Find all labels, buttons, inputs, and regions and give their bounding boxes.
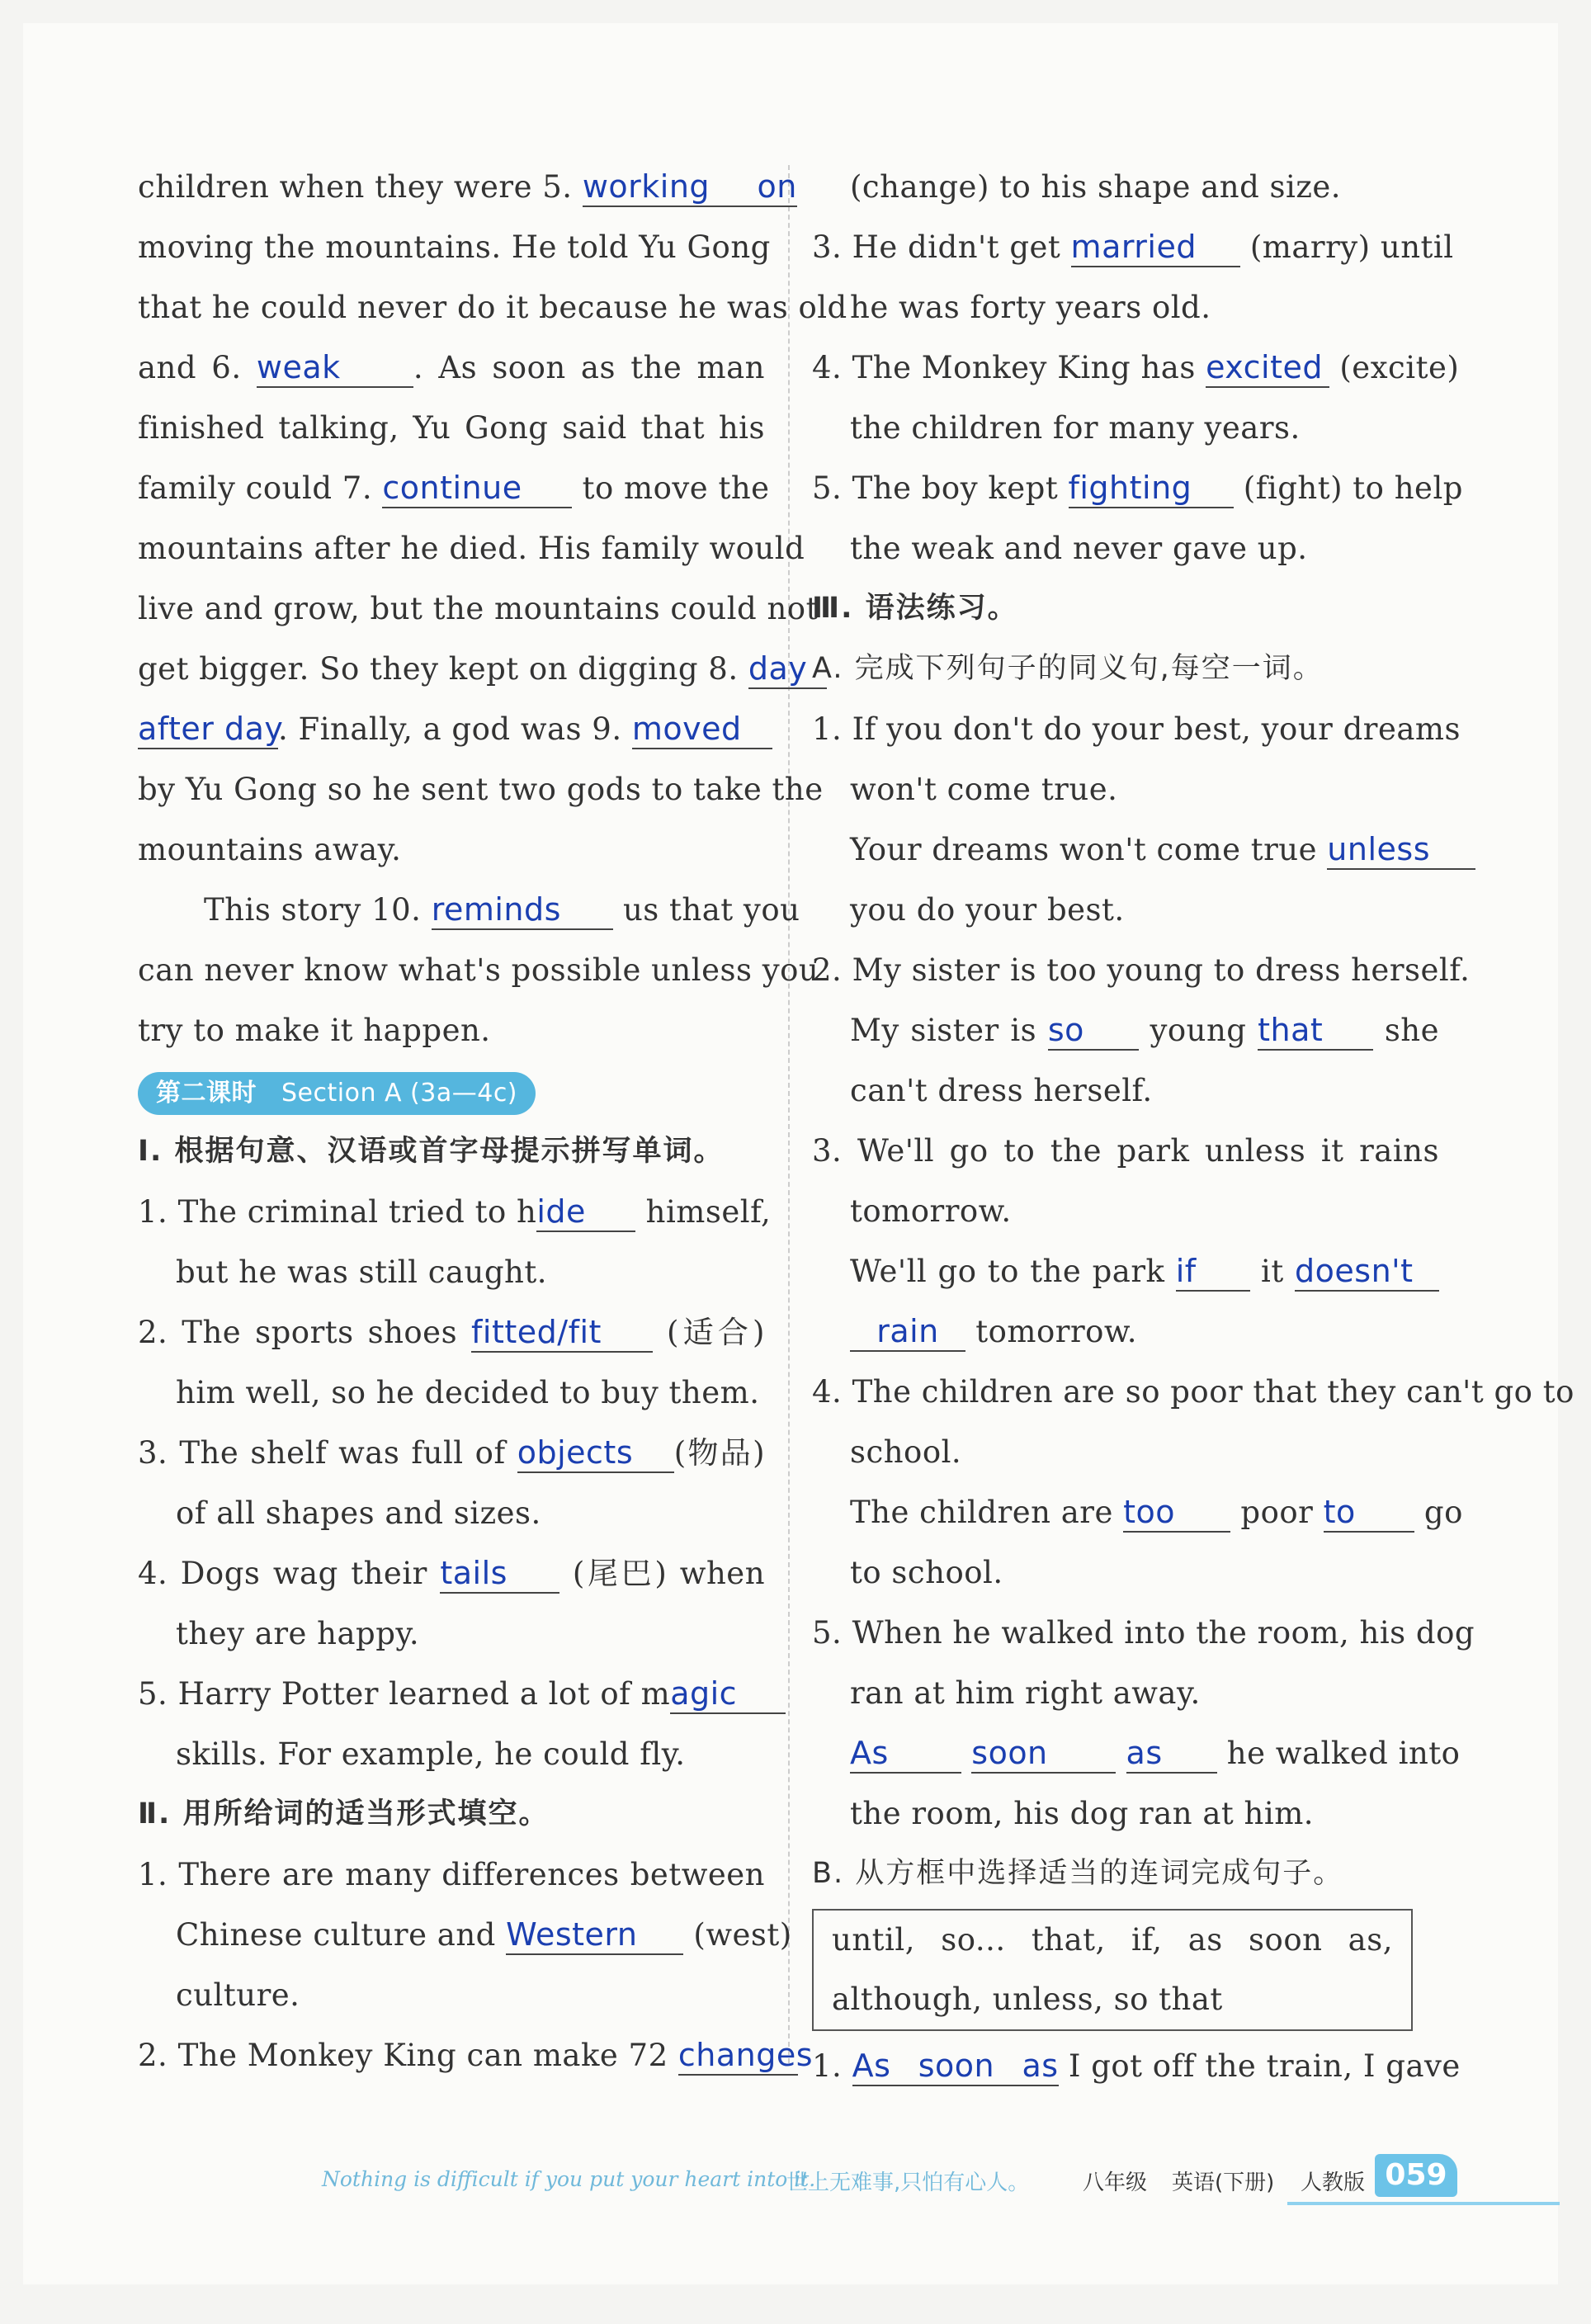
- passage-line: This story 10. reminds us that you: [138, 880, 765, 940]
- word-box-line: until, so... that, if, as soon as,: [832, 1922, 1393, 1958]
- answer-blank-a2-2: that: [1258, 1011, 1373, 1051]
- passage-line: and 6. weak . As soon as the man: [138, 338, 765, 398]
- passage-line: finished talking, Yu Gong said that his: [138, 410, 765, 446]
- answer-blank-p2q3: married: [1071, 228, 1240, 267]
- question-line: 1. As soon as I got off the train, I gave: [812, 2036, 1439, 2096]
- answer-blank-a3-1: if: [1176, 1252, 1250, 1292]
- answer-blank-p2q2: changes: [678, 2036, 798, 2076]
- answer-blank-8a: day: [748, 649, 827, 689]
- answer-blank-10: reminds: [432, 890, 613, 930]
- footer-rule: [1287, 2202, 1560, 2205]
- answer-blank-6: weak: [257, 348, 413, 388]
- question-line: (change) to his shape and size.: [850, 169, 1341, 205]
- question-line: school.: [850, 1434, 962, 1470]
- question-line: Your dreams won't come true unless: [812, 820, 1439, 880]
- part3-heading: Ⅲ. 语法练习。: [812, 592, 1018, 625]
- question-line: won't come true.: [850, 772, 1118, 807]
- question-line: you do your best.: [850, 892, 1125, 928]
- question-line: the children for many years.: [850, 410, 1301, 446]
- question-line: 3. We'll go to the park unless it rains: [812, 1133, 1439, 1169]
- answer-blank-p1q1: ide: [536, 1193, 635, 1232]
- question-line: 4. Dogs wag their tails (尾巴) when: [138, 1543, 765, 1604]
- answer-blank-9: moved: [632, 710, 772, 749]
- answer-blank-a4-1: too: [1123, 1493, 1230, 1533]
- footer-grade: 八年级: [1083, 2170, 1148, 2195]
- question-line: 4. The children are so poor that they can't go to: [812, 1374, 1574, 1410]
- question-line: of all shapes and sizes.: [176, 1495, 541, 1531]
- question-line: they are happy.: [176, 1616, 420, 1651]
- answer-blank-a3-3: rain: [850, 1312, 965, 1352]
- question-line: 2. The sports shoes fitted/fit (适合): [138, 1302, 765, 1363]
- question-line: tomorrow.: [850, 1193, 1012, 1229]
- answer-blank-a2-1: so: [1048, 1011, 1139, 1051]
- passage-line: that he could never do it because he was old: [138, 290, 847, 325]
- question-line: culture.: [176, 1977, 300, 2013]
- question-line: 3. He didn't get married (marry) until: [812, 217, 1439, 277]
- answer-blank-7: continue: [382, 469, 572, 508]
- question-line: 4. The Monkey King has excited (excite): [812, 338, 1439, 398]
- question-line: ran at him right away.: [850, 1675, 1201, 1711]
- question-line: 1. If you don't do your best, your dreams: [812, 711, 1461, 747]
- question-line: but he was still caught.: [176, 1254, 547, 1290]
- answer-blank-p1q5: agic: [670, 1675, 786, 1714]
- question-line: 5. Harry Potter learned a lot of magic: [138, 1664, 765, 1724]
- passage-line: by Yu Gong so he sent two gods to take the: [138, 772, 824, 807]
- question-line: the room, his dog ran at him.: [850, 1796, 1315, 1831]
- word-box-line: although, unless, so that: [832, 1982, 1223, 2017]
- question-line: 2. My sister is too young to dress herself.: [812, 952, 1471, 988]
- question-line: 1. The criminal tried to hide himself,: [138, 1182, 765, 1242]
- answer-blank-p2q5: fighting: [1069, 469, 1234, 508]
- part3-sub-a: A. 完成下列句子的同义句,每空一词。: [812, 652, 1324, 685]
- question-line: rain tomorrow.: [812, 1301, 1439, 1362]
- answer-blank-8b: after day: [138, 710, 278, 749]
- passage-line: try to make it happen.: [138, 1013, 491, 1048]
- footer-subject: 英语(下册): [1172, 2170, 1275, 2195]
- answer-blank-a4-2: to: [1324, 1493, 1414, 1533]
- part2-heading: Ⅱ. 用所给词的适当形式填空。: [138, 1797, 550, 1830]
- passage-line: get bigger. So they kept on digging 8. day: [138, 639, 765, 699]
- passage-line: mountains after he died. His family would: [138, 531, 805, 566]
- question-line: My sister is so young that she: [812, 1000, 1439, 1060]
- conjunction-word-box: [812, 1909, 1413, 2031]
- passage-line: can never know what's possible unless you: [138, 952, 819, 988]
- answer-blank-p1q2: fitted/fit: [471, 1313, 653, 1353]
- question-line: to school.: [850, 1555, 1003, 1590]
- question-line: We'll go to the park if it doesn't: [812, 1241, 1439, 1301]
- passage-line: moving the mountains. He told Yu Gong: [138, 229, 771, 265]
- lesson-banner: 第二课时 Section A (3a—4c): [138, 1072, 536, 1115]
- page-footer: [0, 2154, 1591, 2212]
- footer-motto-english: Nothing is difficult if you put your heart into it.: [322, 2167, 816, 2191]
- question-line: 2. The Monkey King can make 72 changes: [138, 2025, 765, 2085]
- passage-line: after day. Finally, a god was 9. moved: [138, 699, 765, 759]
- answer-blank-5: working on: [583, 168, 797, 207]
- answer-blank-a5-2: soon: [971, 1734, 1116, 1774]
- left-column: [138, 157, 847, 2085]
- question-line: the weak and never gave up.: [850, 531, 1308, 566]
- answer-blank-a3-2: doesn't: [1295, 1252, 1439, 1292]
- right-column: [812, 157, 1574, 2096]
- question-line: 3. The shelf was full of objects (物品): [138, 1423, 765, 1483]
- question-line: 5. When he walked into the room, his dog: [812, 1615, 1475, 1651]
- question-line: 5. The boy kept fighting (fight) to help: [812, 458, 1439, 518]
- answer-blank-p1q4: tails: [440, 1554, 559, 1594]
- answer-blank-a5-3: as: [1126, 1734, 1217, 1774]
- part3-sub-b: B. 从方框中选择适当的连词完成句子。: [812, 1857, 1344, 1890]
- question-line: The children are too poor to go: [812, 1482, 1439, 1542]
- question-line: Chinese culture and Western (west): [138, 1905, 765, 1965]
- question-line: skills. For example, he could fly.: [176, 1736, 686, 1772]
- question-line: him well, so he decided to buy them.: [176, 1375, 760, 1410]
- question-line: can't dress herself.: [850, 1073, 1153, 1108]
- passage-line: family could 7. continue to move the: [138, 458, 765, 518]
- answer-blank-a1: unless: [1327, 830, 1475, 870]
- passage-line: mountains away.: [138, 832, 402, 867]
- question-line: 1. There are many differences between: [138, 1857, 765, 1892]
- answer-blank-p2q1: Western: [506, 1915, 683, 1955]
- answer-blank-a5-1: As: [850, 1734, 961, 1774]
- passage-line: children when they were 5. working on: [138, 157, 765, 217]
- answer-blank-p1q3: objects: [517, 1434, 674, 1473]
- passage-line: live and grow, but the mountains could not: [138, 591, 819, 626]
- footer-motto-chinese: 世上无难事,只怕有心人。: [786, 2170, 1030, 2195]
- part1-heading: Ⅰ. 根据句意、汉语或首字母提示拼写单词。: [138, 1135, 725, 1168]
- question-line: As soon as he walked into: [812, 1723, 1439, 1783]
- column-divider: [788, 165, 790, 2063]
- page-number: 059: [1375, 2154, 1457, 2197]
- question-line: he was forty years old.: [850, 290, 1211, 325]
- footer-edition: 人教版: [1301, 2170, 1366, 2195]
- answer-blank-p2q4: excited: [1206, 348, 1329, 388]
- answer-blank-b1: As soon as: [852, 2047, 1059, 2086]
